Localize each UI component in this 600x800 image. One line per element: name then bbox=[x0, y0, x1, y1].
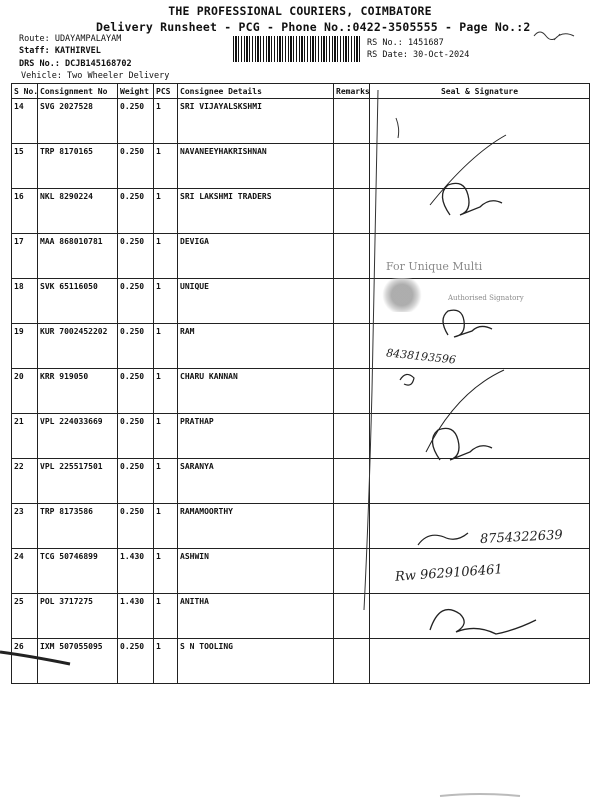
col-pcs: PCS bbox=[154, 84, 178, 99]
cell-pcs: 1 bbox=[154, 594, 178, 639]
cell-consignee: S N TOOLING bbox=[178, 639, 334, 684]
table-row bbox=[12, 324, 590, 369]
cell-weight: 0.250 bbox=[118, 459, 154, 504]
cell-weight: 0.250 bbox=[118, 279, 154, 324]
cell-sno: 24 bbox=[12, 549, 38, 594]
cell-consignment: NKL 8290224 bbox=[38, 189, 118, 234]
cell-sno: 22 bbox=[12, 459, 38, 504]
cell-consignment: TRP 8170165 bbox=[38, 144, 118, 189]
cell-signature bbox=[370, 639, 590, 684]
cell-sno: 17 bbox=[12, 234, 38, 279]
cell-sno: 21 bbox=[12, 414, 38, 459]
table-row bbox=[12, 144, 590, 189]
vehicle-label: Vehicle: Two Wheeler Delivery bbox=[21, 71, 170, 81]
handwritten-phone: Rw 9629106461 bbox=[394, 562, 504, 585]
cell-sno: 26 bbox=[12, 639, 38, 684]
cell-remarks bbox=[334, 99, 370, 144]
cell-signature bbox=[370, 144, 590, 189]
cell-pcs: 1 bbox=[154, 279, 178, 324]
drs-number: DRS No.: DCJB145168702 bbox=[19, 59, 132, 69]
cell-pcs: 1 bbox=[154, 504, 178, 549]
company-stamp bbox=[378, 258, 558, 318]
cell-remarks bbox=[334, 639, 370, 684]
cell-consignee: CHARU KANNAN bbox=[178, 369, 334, 414]
runsheet-table bbox=[11, 83, 590, 684]
stamp-text: For Unique Multi bbox=[386, 260, 483, 273]
cell-remarks bbox=[334, 504, 370, 549]
cell-consignment: TCG 50746899 bbox=[38, 549, 118, 594]
cell-remarks bbox=[334, 234, 370, 279]
cell-pcs: 1 bbox=[154, 324, 178, 369]
cell-signature bbox=[370, 324, 590, 369]
cell-pcs: 1 bbox=[154, 414, 178, 459]
cell-weight: 0.250 bbox=[118, 144, 154, 189]
cell-remarks bbox=[334, 594, 370, 639]
cell-consignee: SRI VIJAYALSKSHMI bbox=[178, 99, 334, 144]
barcode bbox=[233, 36, 361, 62]
table-header-row bbox=[12, 84, 590, 99]
cell-pcs: 1 bbox=[154, 99, 178, 144]
cell-weight: 1.430 bbox=[118, 549, 154, 594]
cell-consignment: KUR 7002452202 bbox=[38, 324, 118, 369]
cell-consignment: TRP 8173586 bbox=[38, 504, 118, 549]
cell-consignee: RAM bbox=[178, 324, 334, 369]
cell-consignee: NAVANEEYHAKRISHNAN bbox=[178, 144, 334, 189]
cell-signature bbox=[370, 99, 590, 144]
cell-consignee: UNIQUE bbox=[178, 279, 334, 324]
stamp-subtext: Authorised Signatory bbox=[448, 294, 524, 302]
cell-sno: 15 bbox=[12, 144, 38, 189]
cell-consignee: RAMAMOORTHY bbox=[178, 504, 334, 549]
cell-weight: 0.250 bbox=[118, 99, 154, 144]
cell-weight: 0.250 bbox=[118, 324, 154, 369]
table-row bbox=[12, 639, 590, 684]
col-weight: Weight bbox=[118, 84, 154, 99]
cell-pcs: 1 bbox=[154, 369, 178, 414]
page-title: THE PROFESSIONAL COURIERS, COIMBATORE bbox=[168, 4, 432, 18]
cell-signature bbox=[370, 189, 590, 234]
staff-label: Staff: KATHIRVEL bbox=[19, 46, 101, 56]
handwritten-phone: 8754322639 bbox=[479, 527, 564, 548]
cell-sno: 16 bbox=[12, 189, 38, 234]
handwritten-phone: 8438193596 bbox=[385, 346, 457, 367]
cell-consignment: POL 3717275 bbox=[38, 594, 118, 639]
cell-signature bbox=[370, 414, 590, 459]
table-row bbox=[12, 414, 590, 459]
cell-remarks bbox=[334, 369, 370, 414]
cell-consignment: VPL 224033669 bbox=[38, 414, 118, 459]
table-row bbox=[12, 459, 590, 504]
cell-weight: 0.250 bbox=[118, 504, 154, 549]
table-row bbox=[12, 594, 590, 639]
cell-remarks bbox=[334, 144, 370, 189]
cell-consignee: SARANYA bbox=[178, 459, 334, 504]
cell-pcs: 1 bbox=[154, 189, 178, 234]
runsheet-subtitle: Delivery Runsheet - PCG - Phone No.:0422-3505555 - Page No.:2 bbox=[96, 20, 531, 34]
cell-pcs: 1 bbox=[154, 234, 178, 279]
cell-consignment: SVK 65116050 bbox=[38, 279, 118, 324]
cell-weight: 1.430 bbox=[118, 594, 154, 639]
col-sno: S No. bbox=[12, 84, 38, 99]
cell-pcs: 1 bbox=[154, 144, 178, 189]
cell-sno: 14 bbox=[12, 99, 38, 144]
cell-pcs: 1 bbox=[154, 459, 178, 504]
table-row bbox=[12, 369, 590, 414]
cell-sno: 19 bbox=[12, 324, 38, 369]
cell-signature bbox=[370, 459, 590, 504]
cell-pcs: 1 bbox=[154, 549, 178, 594]
stamp-mark bbox=[382, 278, 422, 312]
table-row bbox=[12, 99, 590, 144]
cell-pcs: 1 bbox=[154, 639, 178, 684]
corner-scribble bbox=[530, 22, 580, 46]
cell-weight: 0.250 bbox=[118, 189, 154, 234]
col-seal-signature: Seal & Signature bbox=[370, 84, 590, 99]
cell-consignment: MAA 868010781 bbox=[38, 234, 118, 279]
cell-signature bbox=[370, 594, 590, 639]
cell-remarks bbox=[334, 549, 370, 594]
cell-consignee: PRATHAP bbox=[178, 414, 334, 459]
cell-consignee: SRI LAKSHMI TRADERS bbox=[178, 189, 334, 234]
cell-remarks bbox=[334, 459, 370, 504]
cell-weight: 0.250 bbox=[118, 234, 154, 279]
cell-weight: 0.250 bbox=[118, 639, 154, 684]
cell-consignee: ASHWIN bbox=[178, 549, 334, 594]
cell-consignment: SVG 2027528 bbox=[38, 99, 118, 144]
cell-consignment: KRR 919050 bbox=[38, 369, 118, 414]
cell-consignee: DEVIGA bbox=[178, 234, 334, 279]
cell-sno: 20 bbox=[12, 369, 38, 414]
col-remarks: Remarks bbox=[334, 84, 370, 99]
cell-signature bbox=[370, 369, 590, 414]
cell-remarks bbox=[334, 279, 370, 324]
cell-remarks bbox=[334, 414, 370, 459]
cell-sno: 25 bbox=[12, 594, 38, 639]
cell-remarks bbox=[334, 189, 370, 234]
route-label: Route: UDAYAMPALAYAM bbox=[19, 34, 122, 44]
cell-sno: 18 bbox=[12, 279, 38, 324]
cell-sno: 23 bbox=[12, 504, 38, 549]
cell-weight: 0.250 bbox=[118, 414, 154, 459]
cell-consignment: VPL 225517501 bbox=[38, 459, 118, 504]
rs-date: RS Date: 30-Oct-2024 bbox=[367, 50, 470, 60]
table-row bbox=[12, 189, 590, 234]
col-consignment: Consignment No bbox=[38, 84, 118, 99]
cell-consignment: IXM 507055095 bbox=[38, 639, 118, 684]
cell-weight: 0.250 bbox=[118, 369, 154, 414]
col-consignee: Consignee Details bbox=[178, 84, 334, 99]
cell-consignee: ANITHA bbox=[178, 594, 334, 639]
cell-remarks bbox=[334, 324, 370, 369]
rs-number: RS No.: 1451687 bbox=[367, 38, 444, 48]
